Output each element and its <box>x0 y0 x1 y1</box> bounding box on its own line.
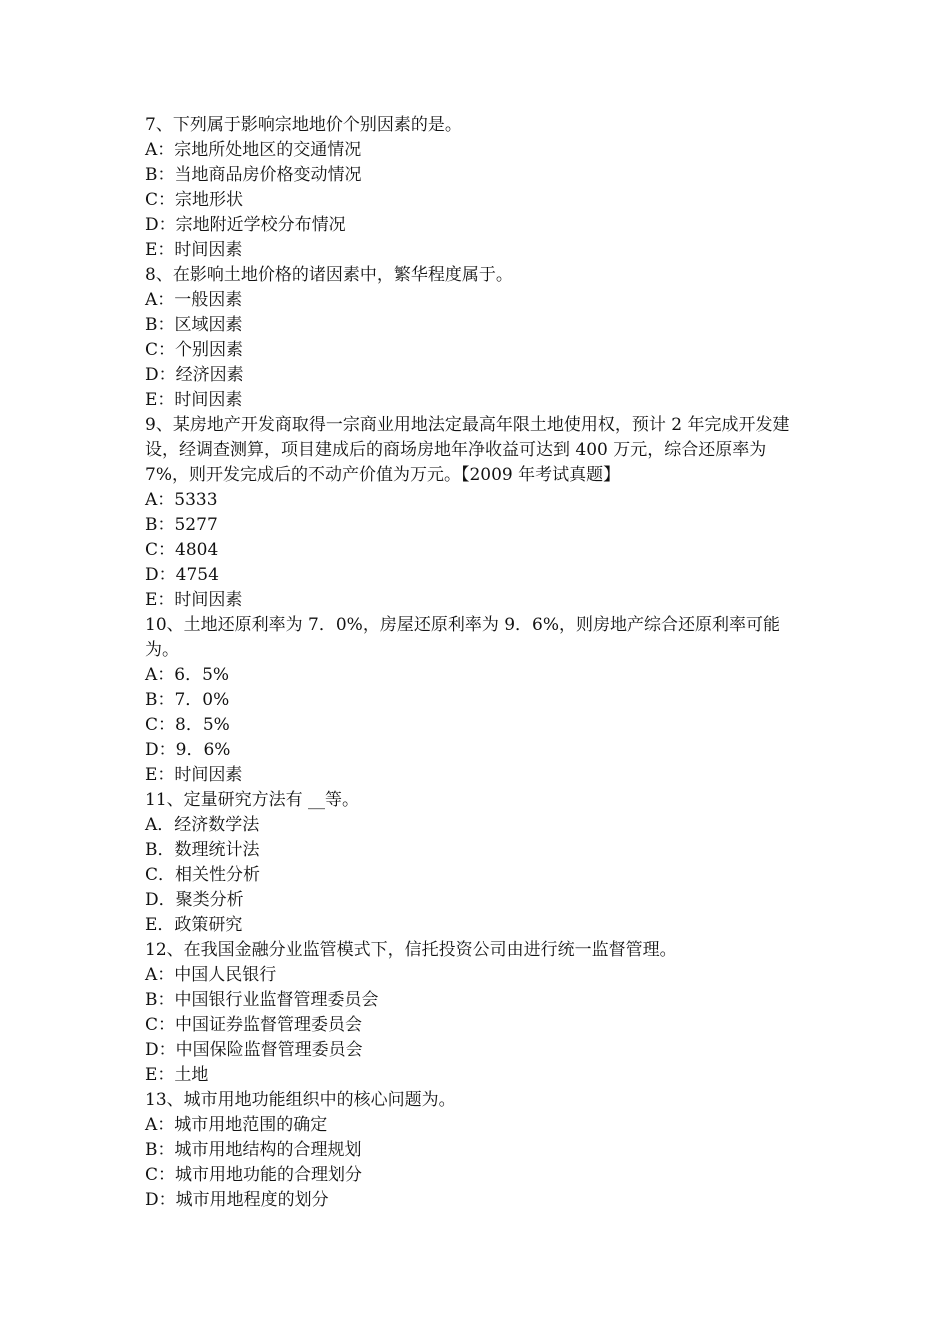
question-8 <box>145 263 810 413</box>
option-a: A：6．5% <box>145 665 230 685</box>
question-stem: 7、下列属于影响宗地地价个别因素的是。 <box>145 115 462 135</box>
question-11 <box>145 788 810 938</box>
question-stem: 11、定量研究方法有 __等。 <box>145 790 360 810</box>
option-c: C：个别因素 <box>145 340 244 360</box>
option-b: B：中国银行业监督管理委员会 <box>145 990 379 1010</box>
option-b: B：区域因素 <box>145 315 243 335</box>
option-d: D：4754 <box>145 565 219 585</box>
option-e: E：土地 <box>145 1065 209 1085</box>
option-d: D：城市用地程度的划分 <box>145 1190 329 1210</box>
document-body <box>145 113 810 1213</box>
option-d: D：宗地附近学校分布情况 <box>145 215 346 235</box>
option-a: A：中国人民银行 <box>145 965 277 985</box>
option-b: B：城市用地结构的合理规划 <box>145 1140 362 1160</box>
option-b: B：7．0% <box>145 690 230 710</box>
option-a: A：城市用地范围的确定 <box>145 1115 328 1135</box>
option-d: D：9．6% <box>145 740 231 760</box>
option-d: D：经济因素 <box>145 365 244 385</box>
option-a: A：宗地所处地区的交通情况 <box>145 140 362 160</box>
option-c: C：城市用地功能的合理划分 <box>145 1165 363 1185</box>
option-e: E：时间因素 <box>145 590 243 610</box>
option-b: B：5277 <box>145 515 218 535</box>
question-7 <box>145 113 810 263</box>
question-stem: 13、城市用地功能组织中的核心问题为。 <box>145 1090 456 1110</box>
option-e: E：时间因素 <box>145 765 243 785</box>
option-e: E．政策研究 <box>145 915 243 935</box>
option-b: B：当地商品房价格变动情况 <box>145 165 362 185</box>
question-13 <box>145 1088 810 1213</box>
option-d: D．聚类分析 <box>145 890 244 910</box>
question-stem: 10、土地还原利率为 7．0%，房屋还原利率为 9．6%，则房地产综合还原利率可能为。 <box>145 615 781 660</box>
question-12 <box>145 938 810 1088</box>
option-c: C：4804 <box>145 540 219 560</box>
option-c: C：宗地形状 <box>145 190 244 210</box>
option-c: C．相关性分析 <box>145 865 261 885</box>
question-10 <box>145 613 810 788</box>
option-b: B．数理统计法 <box>145 840 260 860</box>
question-stem: 12、在我国金融分业监管模式下，信托投资公司由进行统一监督管理。 <box>145 940 677 960</box>
question-9 <box>145 413 810 613</box>
question-stem: 8、在影响土地价格的诸因素中，繁华程度属于。 <box>145 265 513 285</box>
option-c: C：8．5% <box>145 715 230 735</box>
option-a: A．经济数学法 <box>145 815 260 835</box>
option-a: A：5333 <box>145 490 218 510</box>
option-e: E：时间因素 <box>145 240 243 260</box>
question-stem: 9、某房地产开发商取得一宗商业用地法定最高年限土地使用权，预计 2 年完成开发建设，经调查测算，项目建成后的商场房地年净收益可达到 400 万元，综合还原率为 7%，则开发完成后的不动产价值为万元。【2009 年考试真题】 <box>145 415 790 485</box>
option-e: E：时间因素 <box>145 390 243 410</box>
option-c: C：中国证券监督管理委员会 <box>145 1015 363 1035</box>
option-d: D：中国保险监督管理委员会 <box>145 1040 363 1060</box>
option-a: A：一般因素 <box>145 290 243 310</box>
